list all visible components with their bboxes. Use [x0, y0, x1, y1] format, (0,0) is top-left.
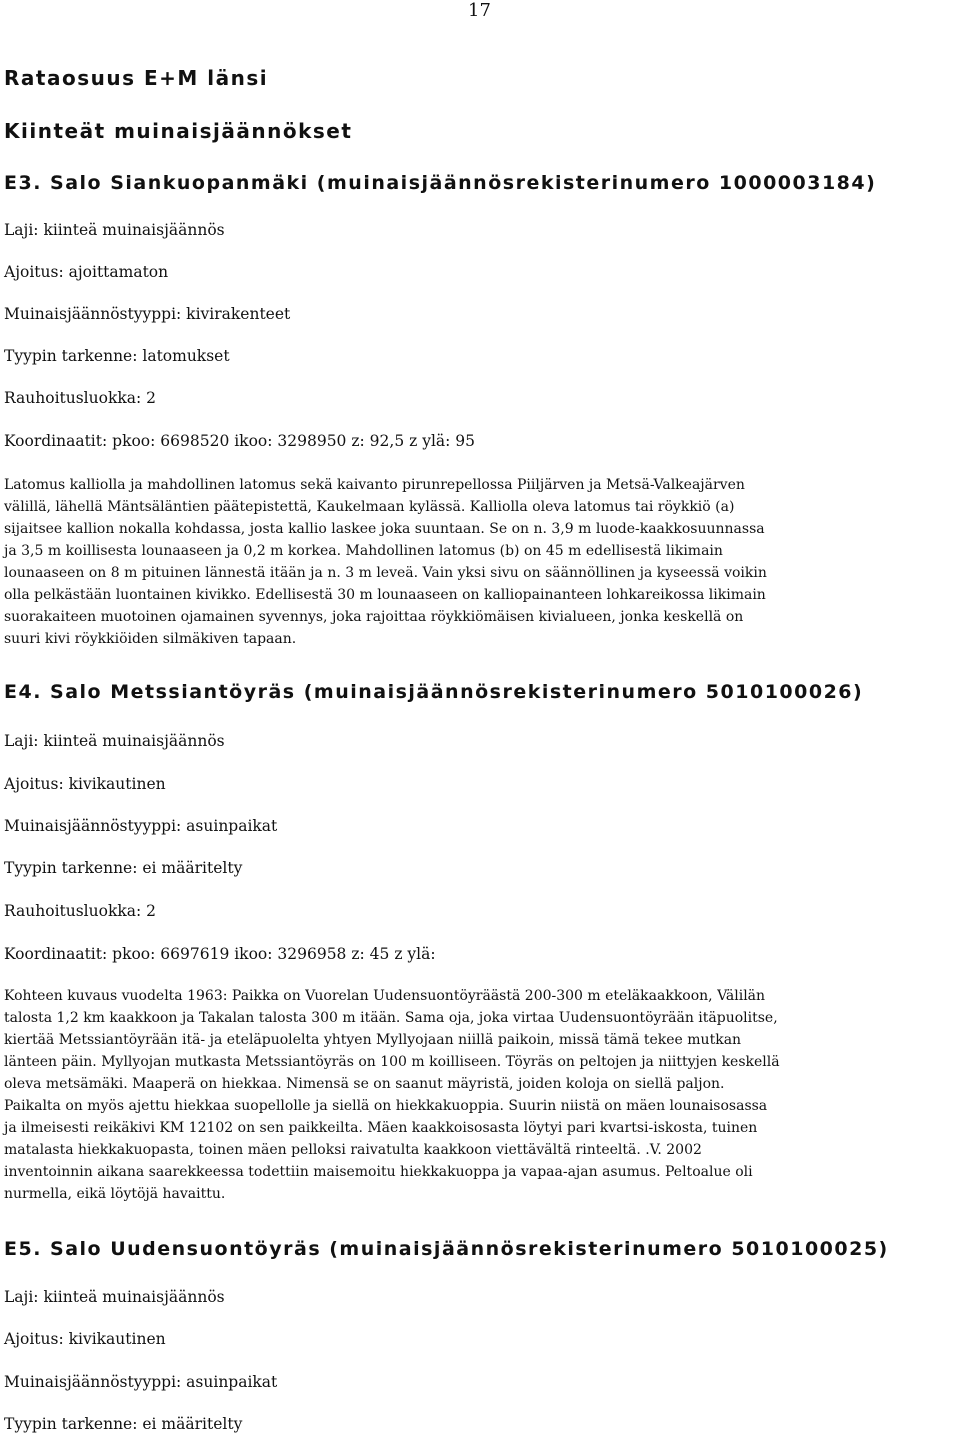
field-ajoitus: Ajoitus: kivikautinen	[4, 775, 166, 793]
description-line: suorakaiteen muotoinen ojamainen syvennys, joka rajoittaa röykkiömäisen kivialueen, jonka keskellä on	[4, 609, 744, 625]
field-ajoitus: Ajoitus: ajoittamaton	[4, 263, 169, 281]
field-tarkenne: Tyypin tarkenne: ei määritelty	[4, 1415, 243, 1433]
entry-heading-e5: E5. Salo Uudensuontöyräs (muinaisjäännösrekisterinumero 5010100025)	[4, 1238, 889, 1260]
field-tyyppi: Muinaisjäännöstyyppi: asuinpaikat	[4, 817, 278, 835]
field-laji: Laji: kiinteä muinaisjäännös	[4, 221, 225, 239]
field-laji: Laji: kiinteä muinaisjäännös	[4, 732, 225, 750]
description-line: olla pelkästään luontainen kivikko. Edellisestä 30 m lounaaseen on kalliopainanteen lohkareikossa likimain	[4, 587, 766, 603]
description-line: Latomus kalliolla ja mahdollinen latomus sekä kaivanto pirunrepellossa Piiljärven ja Metsä-Valkeajärven	[4, 477, 745, 493]
entry-description-e3	[4, 474, 954, 650]
field-rauhoitusluokka: Rauhoitusluokka: 2	[4, 389, 156, 407]
description-line: länteen päin. Myllyojan mutkasta Metssiantöyräs on 100 m koilliseen. Töyräs on peltojen ja niittyjen keskellä	[4, 1054, 780, 1070]
field-ajoitus: Ajoitus: kivikautinen	[4, 1330, 166, 1348]
entry-description-e4	[4, 985, 954, 1205]
description-line: oleva metsämäki. Maaperä on hiekkaa. Nimensä se on saanut mäyristä, joiden koloja on siellä paljon.	[4, 1076, 725, 1092]
description-line: ja ilmeisesti reikäkivi KM 12102 on sen paikkeilta. Mäen kaakkoisosasta löytyi pari kvartsi-iskosta, tuinen	[4, 1120, 758, 1136]
field-koordinaatit: Koordinaatit: pkoo: 6697619 ikoo: 3296958 z: 45 z ylä:	[4, 945, 436, 963]
description-line: Paikalta on myös ajettu hiekkaa suopellolle ja siellä on hiekkakuoppia. Suurin niistä on mäen lounaisosassa	[4, 1098, 768, 1114]
field-koordinaatit: Koordinaatit: pkoo: 6698520 ikoo: 3298950 z: 92,5 z ylä: 95	[4, 432, 476, 450]
description-line: sijaitsee kallion nokalla kohdassa, josta kallio laskee joka suuntaan. Se on n. 3,9 m luode-kaakkosuunnassa	[4, 521, 765, 537]
description-line: lounaaseen on 8 m pituinen lännestä itään ja n. 3 m leveä. Vain yksi sivu on säännöllinen ja kyseessä voikin	[4, 565, 767, 581]
field-rauhoitusluokka: Rauhoitusluokka: 2	[4, 902, 156, 920]
description-line: talosta 1,2 km kaakkoon ja Takalan talosta 300 m itään. Sama oja, joka virtaa Uudensuontöyrään itäpuolitse,	[4, 1010, 778, 1026]
description-line: matalasta hiekkakuopasta, toinen mäen pelloksi raivatulta kaakkoon viettävältä rinteeltä. .V. 2002	[4, 1142, 702, 1158]
section-subtitle: Kiinteät muinaisjäännökset	[4, 119, 353, 143]
field-tyyppi: Muinaisjäännöstyyppi: kivirakenteet	[4, 305, 291, 323]
field-tarkenne: Tyypin tarkenne: ei määritelty	[4, 859, 243, 877]
field-laji: Laji: kiinteä muinaisjäännös	[4, 1288, 225, 1306]
entry-heading-e3: E3. Salo Siankuopanmäki (muinaisjäännösrekisterinumero 1000003184)	[4, 172, 877, 194]
description-line: ja 3,5 m koillisesta lounaaseen ja 0,2 m korkea. Mahdollinen latomus (b) on 45 m edellisestä likimain	[4, 543, 723, 559]
description-line: inventoinnin aikana saarekkeessa todettiin maisemoitu hiekkakuoppa ja vapaa-ajan asumus. Peltoalue oli	[4, 1164, 753, 1180]
page-number: 17	[468, 0, 491, 21]
description-line: välillä, lähellä Mäntsäläntien päätepistettä, Kaukelmaan kylässä. Kalliolla oleva latomus tai röykkiö (a)	[4, 499, 735, 515]
field-tyyppi: Muinaisjäännöstyyppi: asuinpaikat	[4, 1373, 278, 1391]
description-line: suuri kivi röykkiöiden silmäkiven tapaan.	[4, 631, 297, 647]
entry-heading-e4: E4. Salo Metssiantöyräs (muinaisjäännösrekisterinumero 5010100026)	[4, 681, 864, 703]
description-line: Kohteen kuvaus vuodelta 1963: Paikka on Vuorelan Uudensuontöyräästä 200-300 m eteläkaakkoon, Välilän	[4, 988, 766, 1004]
description-line: nurmella, eikä löytöjä havaittu.	[4, 1186, 226, 1202]
field-tarkenne: Tyypin tarkenne: latomukset	[4, 347, 230, 365]
section-title: Rataosuus E+M länsi	[4, 66, 269, 90]
description-line: kiertää Metssiantöyrään itä- ja eteläpuolelta yhtyen Myllyojaan niillä paikoin, missä tämä tekee mutkan	[4, 1032, 742, 1048]
